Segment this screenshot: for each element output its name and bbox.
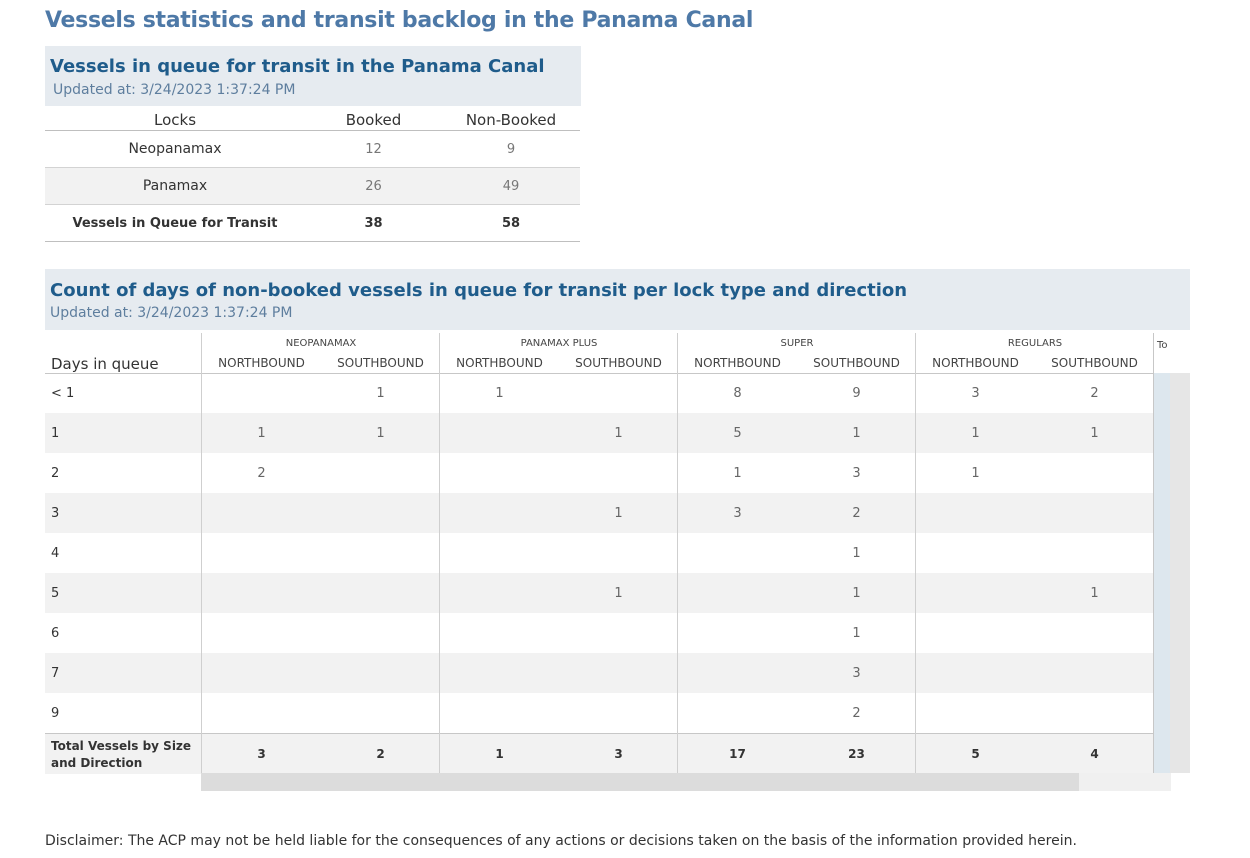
days-panel-title: Count of days of non-booked vessels in queue for transit per lock type and direction [50,280,908,301]
booked-total: 38 [364,215,383,231]
count-cell[interactable]: 1 [614,585,623,601]
count-cell[interactable] [440,653,559,693]
days-label: 9 [51,705,60,721]
count-cell[interactable] [321,493,440,533]
count-cell[interactable] [678,653,797,693]
count-cell[interactable]: 1 [852,545,861,561]
count-cell[interactable]: 1 [733,465,742,481]
count-cell[interactable]: 1 [971,425,980,441]
lock-name: Panamax [142,178,208,194]
overflow-column-header[interactable]: To [1157,340,1168,351]
queue-row-neopanamax[interactable] [45,131,580,168]
count-cell[interactable] [916,493,1035,533]
count-cell[interactable] [321,533,440,573]
count-cell[interactable]: 1 [1090,425,1099,441]
direction-header-neopanamax-northbound[interactable]: NORTHBOUND [218,356,305,370]
total-cell[interactable]: 1 [495,747,504,761]
days-in-queue-header[interactable]: Days in queue [51,355,159,373]
count-cell[interactable] [678,533,797,573]
table-row[interactable] [45,413,1153,453]
queue-row-total[interactable] [45,205,580,242]
count-cell[interactable]: 3 [852,665,861,681]
count-cell[interactable] [678,613,797,653]
direction-header-regulars-southbound[interactable]: SOUTHBOUND [1051,356,1138,370]
direction-header-super-southbound[interactable]: SOUTHBOUND [813,356,900,370]
count-cell[interactable]: 1 [614,425,623,441]
booked-value: 12 [365,141,382,157]
count-cell[interactable]: 1 [852,625,861,641]
count-cell[interactable]: 9 [852,385,861,401]
count-cell[interactable] [440,573,559,613]
overflow-column-header-cell [1153,333,1170,373]
direction-header-super-northbound[interactable]: NORTHBOUND [694,356,781,370]
count-cell[interactable]: 1 [971,465,980,481]
count-cell[interactable] [321,693,440,733]
count-cell[interactable]: 1 [614,505,623,521]
count-cell[interactable]: 3 [733,505,742,521]
count-cell[interactable]: 2 [852,705,861,721]
total-cell[interactable]: 23 [848,747,865,761]
group-divider [677,333,678,773]
count-cell[interactable] [440,493,559,533]
overflow-column [1153,373,1170,773]
count-cell[interactable] [202,613,321,653]
page-title: Vessels statistics and transit backlog in the Panama Canal [45,8,754,33]
non-booked-value: 49 [502,178,520,194]
group-header-panamax-plus[interactable]: PANAMAX PLUS [520,338,598,349]
count-cell[interactable]: 1 [495,385,504,401]
count-cell[interactable] [559,613,678,653]
count-cell[interactable]: 2 [1090,385,1099,401]
total-label: Vessels in Queue for Transit [72,215,278,231]
total-cell[interactable]: 4 [1090,747,1099,761]
count-cell[interactable] [559,533,678,573]
group-divider [439,333,440,773]
queue-row-panamax[interactable] [45,168,580,205]
days-in-queue-crosstab [45,333,1190,773]
count-cell[interactable]: 1 [852,425,861,441]
count-cell[interactable]: 3 [971,385,980,401]
count-cell[interactable] [440,693,559,733]
count-cell[interactable] [916,573,1035,613]
count-cell[interactable] [1035,613,1154,653]
count-cell[interactable]: 2 [257,465,266,481]
count-cell[interactable] [202,573,321,613]
table-row[interactable] [45,533,1153,573]
non-booked-column-header[interactable]: Non-Booked [465,111,557,129]
booked-value: 26 [365,178,382,194]
total-label: Total Vessels by Size and Direction [51,739,192,770]
direction-header-neopanamax-southbound[interactable]: SOUTHBOUND [337,356,424,370]
queue-panel-header [45,46,581,106]
count-cell[interactable] [440,533,559,573]
total-cell[interactable]: 2 [376,747,385,761]
count-cell[interactable]: 2 [852,505,861,521]
vertical-scrollbar[interactable] [1170,373,1190,773]
non-booked-total: 58 [501,215,521,231]
count-cell[interactable] [202,533,321,573]
count-cell[interactable] [202,653,321,693]
days-label: < 1 [51,385,75,401]
count-cell[interactable] [1035,533,1154,573]
count-cell[interactable] [916,613,1035,653]
queue-table [45,110,580,242]
total-cell[interactable]: 17 [729,747,746,761]
count-cell[interactable]: 3 [852,465,861,481]
days-updated-timestamp: Updated at: 3/24/2023 1:37:24 PM [50,305,293,321]
count-cell[interactable] [916,693,1035,733]
total-cell[interactable]: 3 [614,747,623,761]
count-cell[interactable]: 8 [733,385,742,401]
total-cell[interactable]: 3 [257,747,266,761]
horizontal-scrollbar-thumb[interactable] [201,773,1079,791]
group-header-super[interactable]: SUPER [780,338,814,349]
direction-header-panamax-plus-southbound[interactable]: SOUTHBOUND [575,356,662,370]
table-row[interactable] [45,693,1153,733]
count-cell[interactable] [440,453,559,493]
total-row[interactable] [45,733,1153,774]
count-cell[interactable]: 1 [1090,585,1099,601]
days-label: 4 [51,545,60,561]
days-label: 5 [51,585,60,601]
days-label: 6 [51,625,60,641]
table-row[interactable] [45,373,1153,413]
count-cell[interactable] [678,573,797,613]
count-cell[interactable]: 1 [852,585,861,601]
days-label: 1 [51,425,60,441]
count-cell[interactable] [559,653,678,693]
count-cell[interactable] [321,613,440,653]
table-row[interactable] [45,493,1153,533]
group-header-regulars[interactable]: REGULARS [1007,338,1063,349]
non-booked-value: 9 [506,141,516,157]
count-cell[interactable] [559,693,678,733]
group-divider [201,333,202,773]
group-divider [915,333,916,773]
count-cell[interactable] [440,613,559,653]
direction-header-regulars-northbound[interactable]: NORTHBOUND [932,356,1019,370]
count-cell[interactable]: 1 [257,425,266,441]
count-cell[interactable]: 1 [376,425,385,441]
booked-column-header[interactable]: Booked [345,111,402,129]
count-cell[interactable] [321,453,440,493]
table-row[interactable] [45,573,1153,613]
count-cell[interactable]: 1 [376,385,385,401]
count-cell[interactable] [678,693,797,733]
count-cell[interactable] [1035,653,1154,693]
total-cell[interactable]: 5 [971,747,980,761]
table-row[interactable] [45,613,1153,653]
count-cell[interactable] [202,493,321,533]
count-cell[interactable] [916,653,1035,693]
count-cell[interactable] [1035,693,1154,733]
days-label: 2 [51,465,60,481]
count-cell[interactable] [916,533,1035,573]
count-cell[interactable] [202,373,321,413]
days-panel-header [45,269,1190,330]
count-cell[interactable] [440,413,559,453]
group-header-neopanamax[interactable]: NEOPANAMAX [285,338,357,349]
days-label: 3 [51,505,60,521]
queue-table-header [45,110,580,131]
direction-header-panamax-plus-northbound[interactable]: NORTHBOUND [456,356,543,370]
lock-name: Neopanamax [128,141,222,157]
table-row[interactable] [45,453,1153,493]
count-cell[interactable] [321,653,440,693]
queue-panel-title: Vessels in queue for transit in the Panama Canal [50,56,545,77]
count-cell[interactable] [559,373,678,413]
locks-column-header[interactable]: Locks [45,110,306,130]
count-cell[interactable] [1035,453,1154,493]
disclaimer-text: Disclaimer: The ACP may not be held liable for the consequences of any actions or decisions taken on the basis of the information provided herein. [45,833,1077,849]
count-cell[interactable] [559,453,678,493]
count-cell[interactable] [202,693,321,733]
days-label: 7 [51,665,60,681]
count-cell[interactable] [1035,493,1154,533]
queue-updated-timestamp: Updated at: 3/24/2023 1:37:24 PM [53,82,296,98]
count-cell[interactable]: 5 [733,425,742,441]
table-row[interactable] [45,653,1153,693]
count-cell[interactable] [321,573,440,613]
